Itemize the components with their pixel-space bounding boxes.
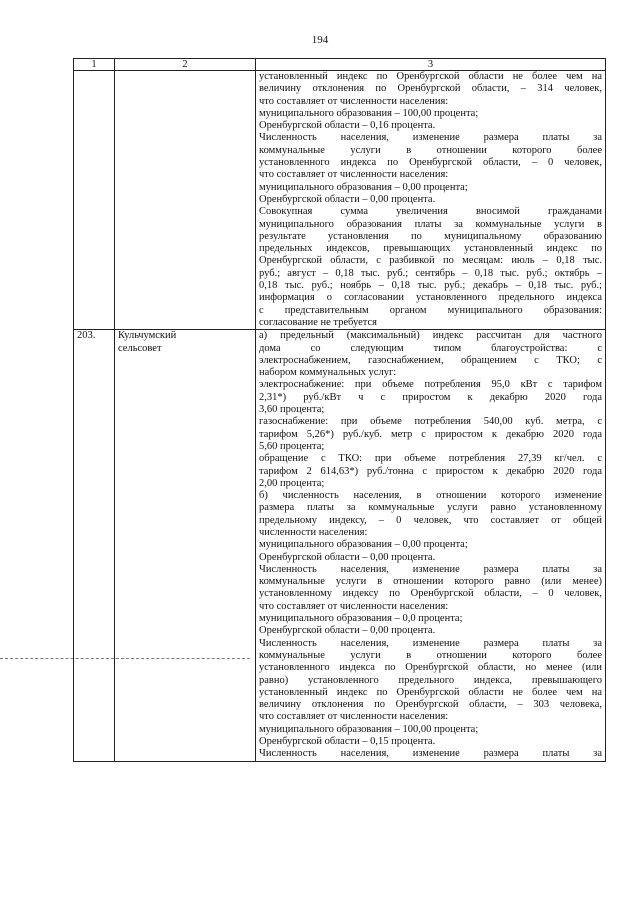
- text-line: муниципального образования – 0,00 процента;: [259, 539, 468, 551]
- text-line: численности населения:: [259, 526, 368, 538]
- text-line: муниципального образования – 100,00 процента;: [259, 723, 479, 735]
- text-line: 3,60 процента;: [259, 404, 325, 416]
- header-row: [74, 59, 606, 71]
- text-line: Оренбургской области, с разбивкой по месяцам: июль – 0,18 тыс.: [259, 255, 602, 267]
- text-line: электроснабжение: при объеме потребления 95,0 кВт с тарифом: [259, 379, 602, 391]
- text-line: коммунальные услуги в отношении которого более: [259, 649, 602, 661]
- text-line: 2,31*) руб./кВт ч с приростом к декабрю 2020 года: [259, 391, 602, 403]
- text-line: предельному индексу, – 0 человек, что составляет от общей: [259, 514, 602, 526]
- text-line: муниципального образования – 100,00 процента;: [259, 107, 479, 119]
- text-line: Численность населения, изменение размера платы за: [259, 563, 602, 575]
- text-line: предельных индексов, превышающих установленный индекс по: [259, 243, 602, 255]
- continuation-locality-cell: [115, 71, 256, 330]
- continuation-row: [74, 71, 606, 330]
- text-line: б) численность населения, в отношении которого изменение: [259, 490, 602, 502]
- text-line: коммунальные услуги в отношении которого более: [259, 144, 602, 156]
- text-line: Оренбургской области – 0,00 процента.: [259, 625, 436, 637]
- text-line: что составляет от численности населения:: [259, 95, 449, 107]
- text-line: Оренбургской области – 0,00 процента.: [259, 193, 436, 205]
- document-table: [73, 58, 606, 762]
- text-line: 0,18 тыс. руб.; ноябрь – 0,18 тыс. руб.; декабрь – 0,18 тыс. руб.;: [259, 280, 602, 292]
- text-line: установленный индекс по Оренбургской области не более чем на: [259, 71, 602, 82]
- header-col-1: 1: [74, 59, 115, 71]
- text-line: равно) установленного предельного индекса, превышающего: [259, 674, 602, 686]
- text-line: величину отклонения по Оренбургской области, – 303 человека,: [259, 699, 602, 711]
- text-line: а) предельный (максимальный) индекс рассчитан для частного: [259, 330, 602, 342]
- locality-line: сельсовет: [118, 342, 162, 354]
- text-line: муниципального образования платы за коммунальные услуги в: [259, 218, 602, 230]
- text-line: коммунальные услуги в отношении которого равно (или менее): [259, 576, 602, 588]
- text-line: результате установления по муниципальному образованию: [259, 230, 602, 242]
- text-line: 5,60 процента;: [259, 440, 325, 452]
- text-line: что составляет от численности населения:: [259, 169, 449, 181]
- text-line: газоснабжение: при объеме потребления 540,00 куб. метра, с: [259, 416, 602, 428]
- text-line: электроснабжением, газоснабжением, обращением с ТКО; с: [259, 354, 602, 366]
- header-col-2: 2: [115, 59, 256, 71]
- row-203-text-cell: [256, 330, 606, 761]
- text-line: Численность населения, изменение размера платы за: [259, 132, 602, 144]
- text-line: установленному индексу по Оренбургской области, – 0 человек,: [259, 588, 602, 600]
- text-line: с представительным органом муниципального образования:: [259, 304, 602, 316]
- text-line: набором коммунальных услуг:: [259, 367, 397, 379]
- text-line: Совокупная сумма увеличения вносимой гражданами: [259, 206, 602, 218]
- text-line: руб.; август – 0,18 тыс. руб.; сентябрь – 0,18 тыс. руб.; октябрь –: [259, 267, 602, 279]
- continuation-text-cell: [256, 71, 606, 330]
- continuation-number-cell: [74, 71, 115, 330]
- text-line: величину отклонения по Оренбургской области, – 314 человек,: [259, 83, 602, 95]
- text-line: установленного индекса по Оренбургской области, – 0 человек,: [259, 157, 602, 169]
- text-line: установленного индекса по Оренбургской области, но менее (или: [259, 662, 602, 674]
- text-line: дома со следующим типом благоустройства: с: [259, 342, 602, 354]
- page-number: 194: [311, 34, 329, 46]
- text-line: муниципального образования – 0,00 процента;: [259, 181, 468, 193]
- locality-line: Кульчумский: [118, 330, 177, 342]
- text-line: обращение с ТКО: при объеме потребления 27,39 кг/чел. с: [259, 453, 602, 465]
- text-line: Оренбургской области – 0,15 процента.: [259, 736, 436, 748]
- text-line: муниципального образования – 0,0 процента;: [259, 613, 463, 625]
- text-line: согласование не требуется: [259, 316, 377, 328]
- row-number: 203.: [74, 330, 115, 761]
- text-line: Численность населения, изменение размера платы за: [259, 748, 602, 760]
- text-line: размера платы за коммунальные услуги равно установленному: [259, 502, 602, 514]
- text-line: Оренбургской области – 0,00 процента.: [259, 551, 436, 563]
- text-line: информация о согласовании установленного предельного индекса: [259, 292, 602, 304]
- header-col-3: 3: [256, 59, 606, 71]
- text-line: что составляет от численности населения:: [259, 600, 449, 612]
- text-line: Численность населения, изменение размера платы за: [259, 637, 602, 649]
- text-line: тарифом 5,26*) руб./куб. метр с приростом к декабрю 2020 года: [259, 428, 602, 440]
- table-row-203: [74, 330, 606, 761]
- text-line: 2,00 процента;: [259, 477, 325, 489]
- text-line: установленный индекс по Оренбургской области не более чем на: [259, 686, 602, 698]
- text-line: что составляет от численности населения:: [259, 711, 449, 723]
- text-line: Оренбургской области – 0,16 процента.: [259, 120, 436, 132]
- text-line: тарифом 2 614,63*) руб./тонна с приростом к декабрю 2020 года: [259, 465, 602, 477]
- locality-name: [115, 330, 256, 761]
